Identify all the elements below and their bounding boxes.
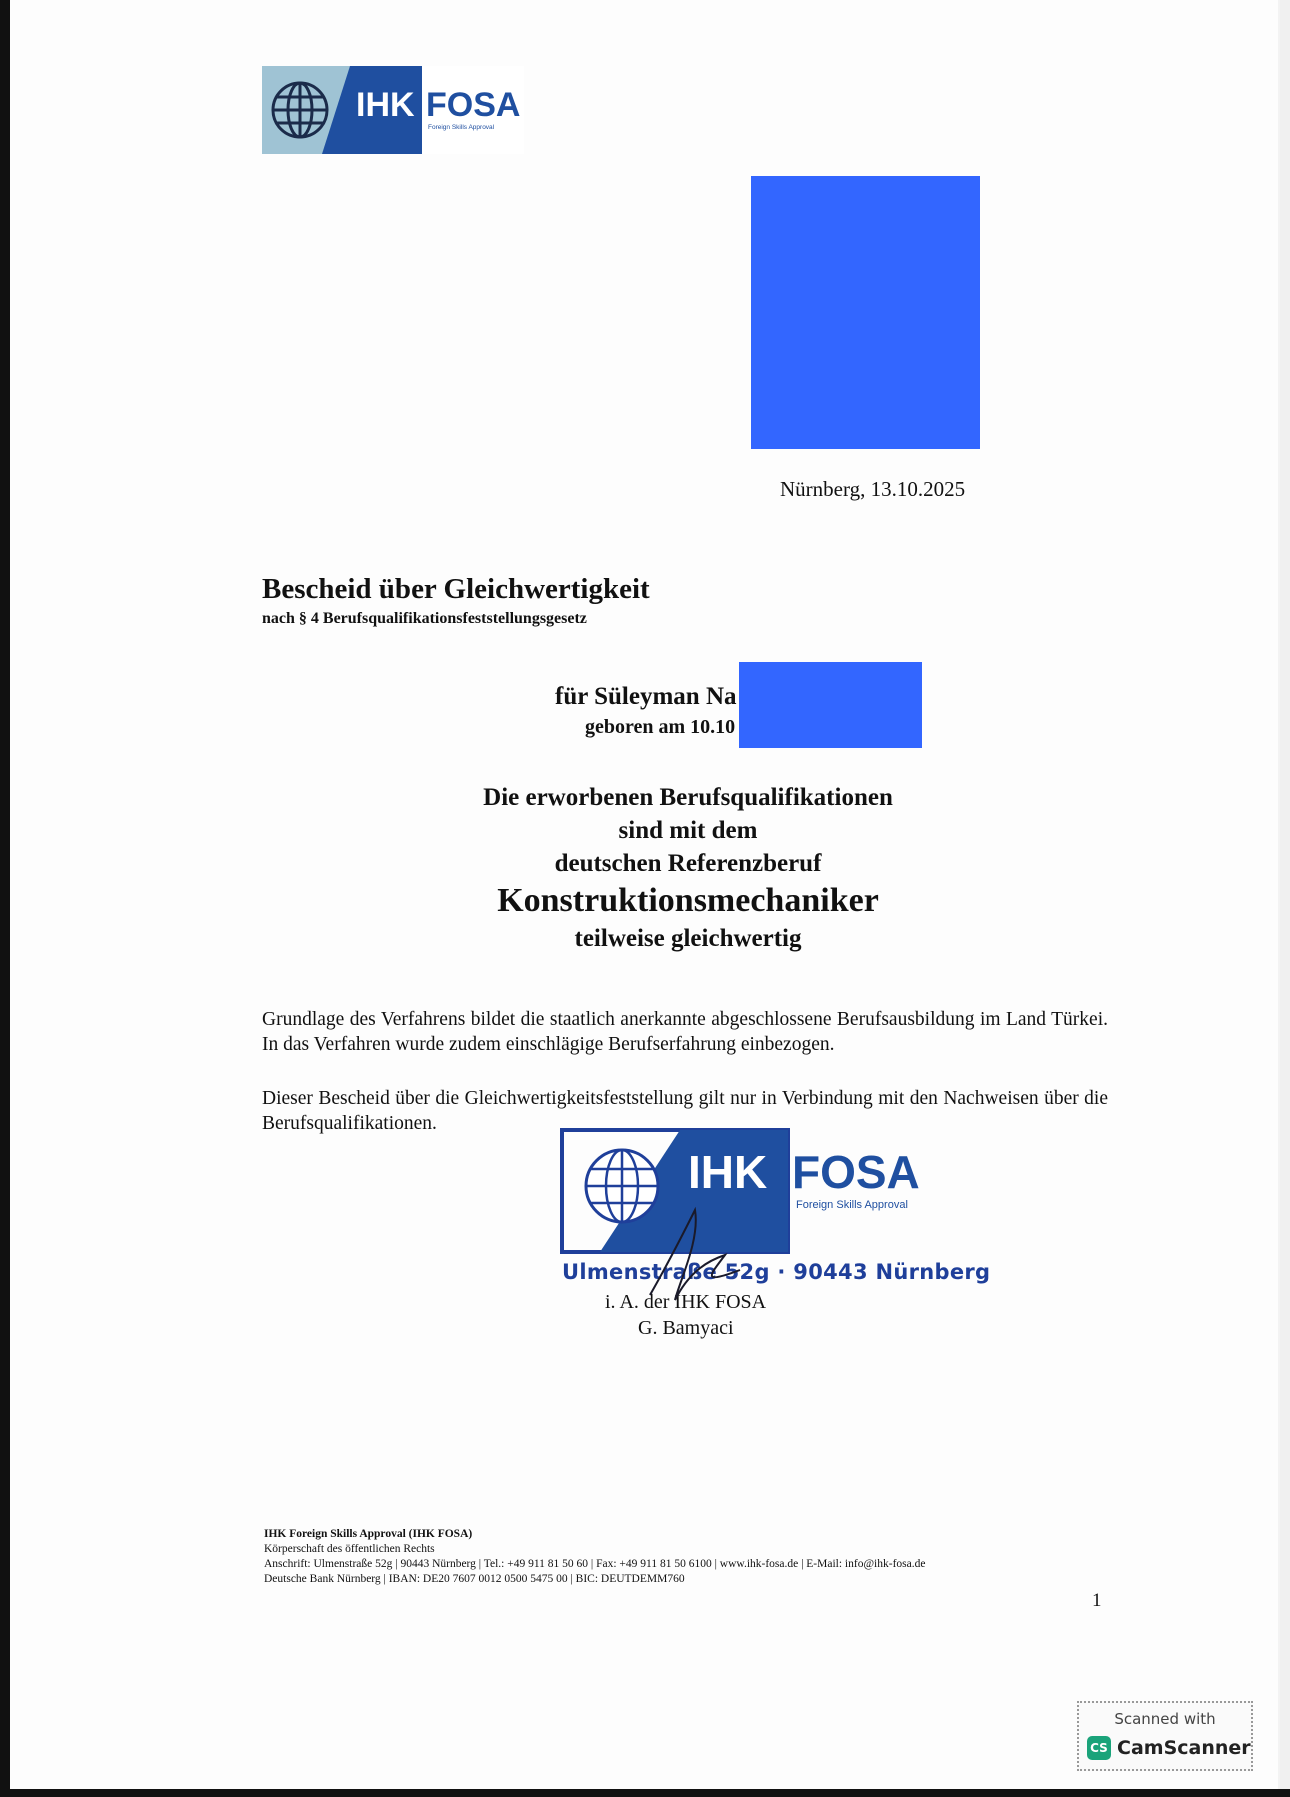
- footer: [264, 1527, 925, 1587]
- page-title: Bescheid über Gleichwertigkeit: [262, 573, 650, 605]
- equivalence-result: teilweise gleichwertig: [574, 925, 802, 952]
- footer-org: IHK Foreign Skills Approval (IHK FOSA): [264, 1528, 473, 1540]
- footer-contact: Anschrift: Ulmenstraße 52g | 90443 Nürnberg | Tel.: +49 911 81 50 60 | Fax: +49 911 81 50 6100 | www.ihk-fosa.de | E-Mail: info@ihk-fosa.de: [264, 1558, 926, 1570]
- procedure-basis-paragraph: Grundlage des Verfahrens bildet die staatlich anerkannte abgeschlossene Berufsausbildung im Land Türkei. In das Verfahren wurde zudem einschlägige Berufserfahrung einbezogen.: [262, 1009, 1108, 1055]
- left-frame-border: [0, 0, 10, 1797]
- right-frame-border: [1280, 0, 1290, 1797]
- decision-line-1: Die erworbenen Berufsqualifikationen: [483, 784, 893, 811]
- stamp-ihk-text: IHK: [688, 1146, 768, 1198]
- bottom-frame-border: [0, 1789, 1290, 1797]
- globe-icon: [273, 83, 327, 137]
- stamp-fosa-text: FOSA: [792, 1146, 920, 1198]
- stamp-address: Ulmenstraße 52g · 90443 Nürnberg: [562, 1260, 991, 1284]
- signature-authority: i. A. der IHK FOSA: [605, 1291, 767, 1313]
- decision-line-3: deutschen Referenzberuf: [554, 850, 822, 877]
- recipient-name: für Süleyman Na: [555, 683, 737, 710]
- page-number: 1: [1092, 1590, 1102, 1611]
- stamp-tagline: Foreign Skills Approval: [796, 1199, 908, 1211]
- logo-ihk-text: IHK: [356, 86, 415, 124]
- handwritten-signature: [640, 1200, 760, 1310]
- recipient-birthdate: geboren am 10.10: [585, 716, 736, 738]
- camscanner-name: CamScanner: [1117, 1737, 1251, 1759]
- validity-paragraph: Dieser Bescheid über die Gleichwertigkeitsfeststellung gilt nur in Verbindung mit den Nachweisen über die Berufsqualifikationen.: [262, 1088, 1108, 1134]
- footer-legal-status: Körperschaft des öffentlichen Rechts: [264, 1543, 435, 1555]
- document-date: Nürnberg, 13.10.2025: [780, 477, 966, 501]
- logo-tagline: Foreign Skills Approval: [428, 124, 495, 131]
- ihk-fosa-logo: [262, 66, 524, 154]
- signatory-name: G. Bamyaci: [638, 1317, 734, 1339]
- redaction-name: [739, 662, 922, 748]
- decision-line-2: sind mit dem: [618, 817, 758, 844]
- camscanner-icon: CS: [1087, 1736, 1111, 1760]
- legal-basis-subtitle: nach § 4 Berufsqualifikationsfeststellungsgesetz: [262, 610, 587, 627]
- reference-profession: Konstruktionsmechaniker: [497, 882, 879, 919]
- scanned-with-label: Scanned with: [1114, 1710, 1216, 1728]
- footer-bank: Deutsche Bank Nürnberg | IBAN: DE20 7607 0012 0500 5475 00 | BIC: DEUTDEMM760: [264, 1573, 685, 1585]
- camscanner-watermark: [1077, 1701, 1253, 1771]
- redaction-address-block: [751, 176, 980, 449]
- logo-fosa-text: FOSA: [426, 86, 521, 124]
